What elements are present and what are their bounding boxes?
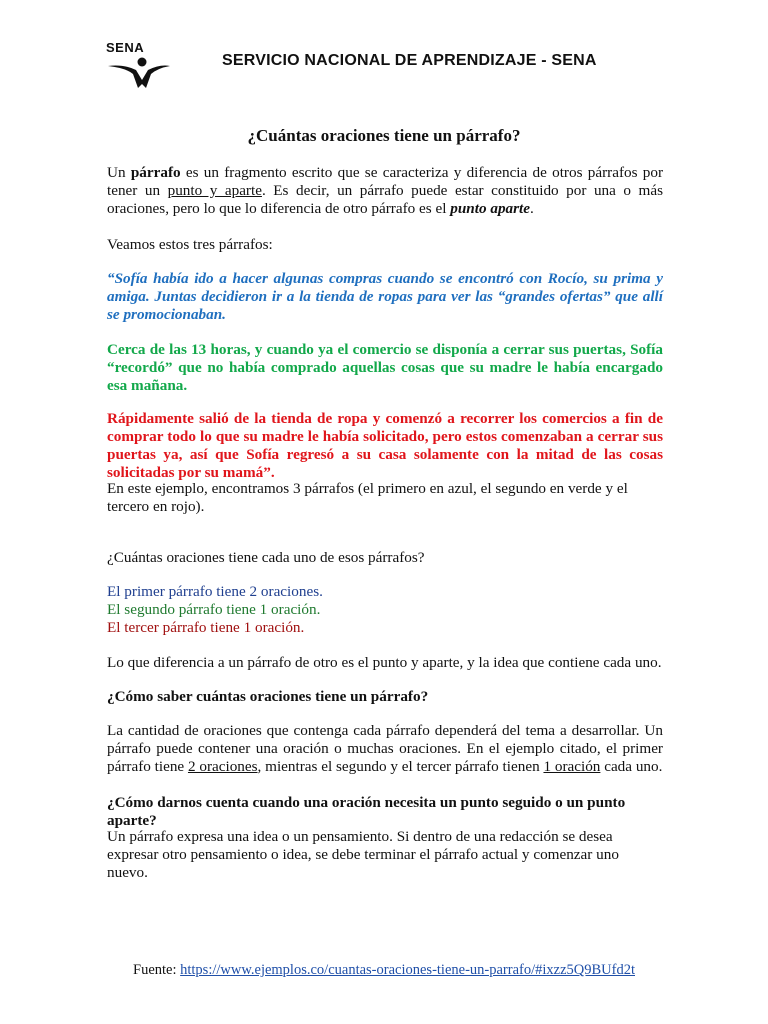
- answer-third: El tercer párrafo tiene 1 oración.: [107, 619, 305, 636]
- example-paragraph-blue: “Sofía había ido a hacer algunas compras cuando se encontró con Rocío, su prima y amiga. Juntas decidieron ir a la tienda de ropas para ver las “grandes ofertas” que allí se promocionaban.: [107, 270, 663, 323]
- source-footer: [0, 962, 768, 979]
- source-link[interactable]: https://www.ejemplos.co/cuantas-oraciones-tiene-un-parrafo/#ixzz5Q9BUfd2t: [180, 962, 635, 978]
- how-to-know-paragraph: [107, 722, 663, 776]
- answer-first: El primer párrafo tiene 2 oraciones.: [107, 583, 323, 600]
- heading-how-to-know: ¿Cómo saber cuántas oraciones tiene un párrafo?: [107, 688, 429, 705]
- source-label: Fuente:: [133, 962, 181, 978]
- example-paragraph-red: Rápidamente salió de la tienda de ropa y comenzó a recorrer los comercios a fin de comprar todo lo que su madre le había solicitado, pero estos comenzaban a cerrar sus puertas ya, así que Sofía regresó a su casa solamente con la mitad de las cosas solicitadas por su mamá”.: [107, 410, 663, 481]
- intro-term-parrafo: párrafo: [130, 164, 181, 181]
- para2-two-sentences: 2 oraciones: [187, 758, 258, 775]
- sena-figure-icon: [106, 40, 172, 90]
- example-paragraph-green: Cerca de las 13 horas, y cuando ya el comercio se disponía a cerrar sus puertas, Sofía “recordó” que no había comprado aquellas cosas que su madre le había encargado esa mañana.: [107, 341, 663, 394]
- sena-logo: [106, 40, 172, 90]
- para2-text-1: La cantidad de oraciones que contenga cada párrafo dependerá del tema a desarrollar. Un párrafo puede contener una oración o muchas oraciones. En el ejemplo citado, el primer párrafo tiene: [107, 722, 663, 775]
- para2-text-2: , mientras el segundo y el tercer párrafo tienen: [257, 758, 544, 775]
- answer-second: El segundo párrafo tiene 1 oración.: [107, 601, 321, 618]
- intro-text-3: . Es decir, un párrafo puede estar constituido por una o más oraciones, pero lo que lo diferencia de otro párrafo es el: [107, 182, 663, 217]
- page-title: ¿Cuántas oraciones tiene un párrafo?: [247, 126, 521, 145]
- intro-term-punto-aparte: punto aparte: [450, 200, 531, 217]
- logo-text: SENA: [106, 40, 145, 55]
- example-note: En este ejemplo, encontramos 3 párrafos (el primero en azul, el segundo en verde y el tercero en rojo).: [107, 480, 628, 515]
- intro-term-punto-y-aparte: punto y aparte: [167, 182, 262, 199]
- lead-text: Veamos estos tres párrafos:: [107, 236, 273, 253]
- question-sentences-count: ¿Cuántas oraciones tiene cada uno de esos párrafos?: [107, 549, 425, 566]
- intro-text-2: es un fragmento escrito que se caracteriza y diferencia de otros párrafos por tener un: [107, 164, 664, 199]
- para2-text-3: cada uno.: [600, 758, 663, 775]
- intro-text-1: Un: [107, 164, 131, 181]
- intro-text-4: .: [530, 200, 534, 217]
- difference-text: Lo que diferencia a un párrafo de otro es el punto y aparte, y la idea que contiene cada uno.: [107, 654, 662, 671]
- organization-title: SERVICIO NACIONAL DE APRENDIZAJE - SENA: [222, 52, 597, 69]
- final-paragraph: Un párrafo expresa una idea o un pensamiento. Si dentro de una redacción se desea expresar otro pensamiento o idea, se debe terminar el párrafo actual y comenzar uno nuevo.: [107, 828, 619, 881]
- para2-one-sentence: 1 oración: [543, 758, 601, 775]
- intro-paragraph: [107, 164, 663, 218]
- heading-punto-seguido-aparte: ¿Cómo darnos cuenta cuando una oración necesita un punto seguido o un punto aparte?: [107, 794, 626, 829]
